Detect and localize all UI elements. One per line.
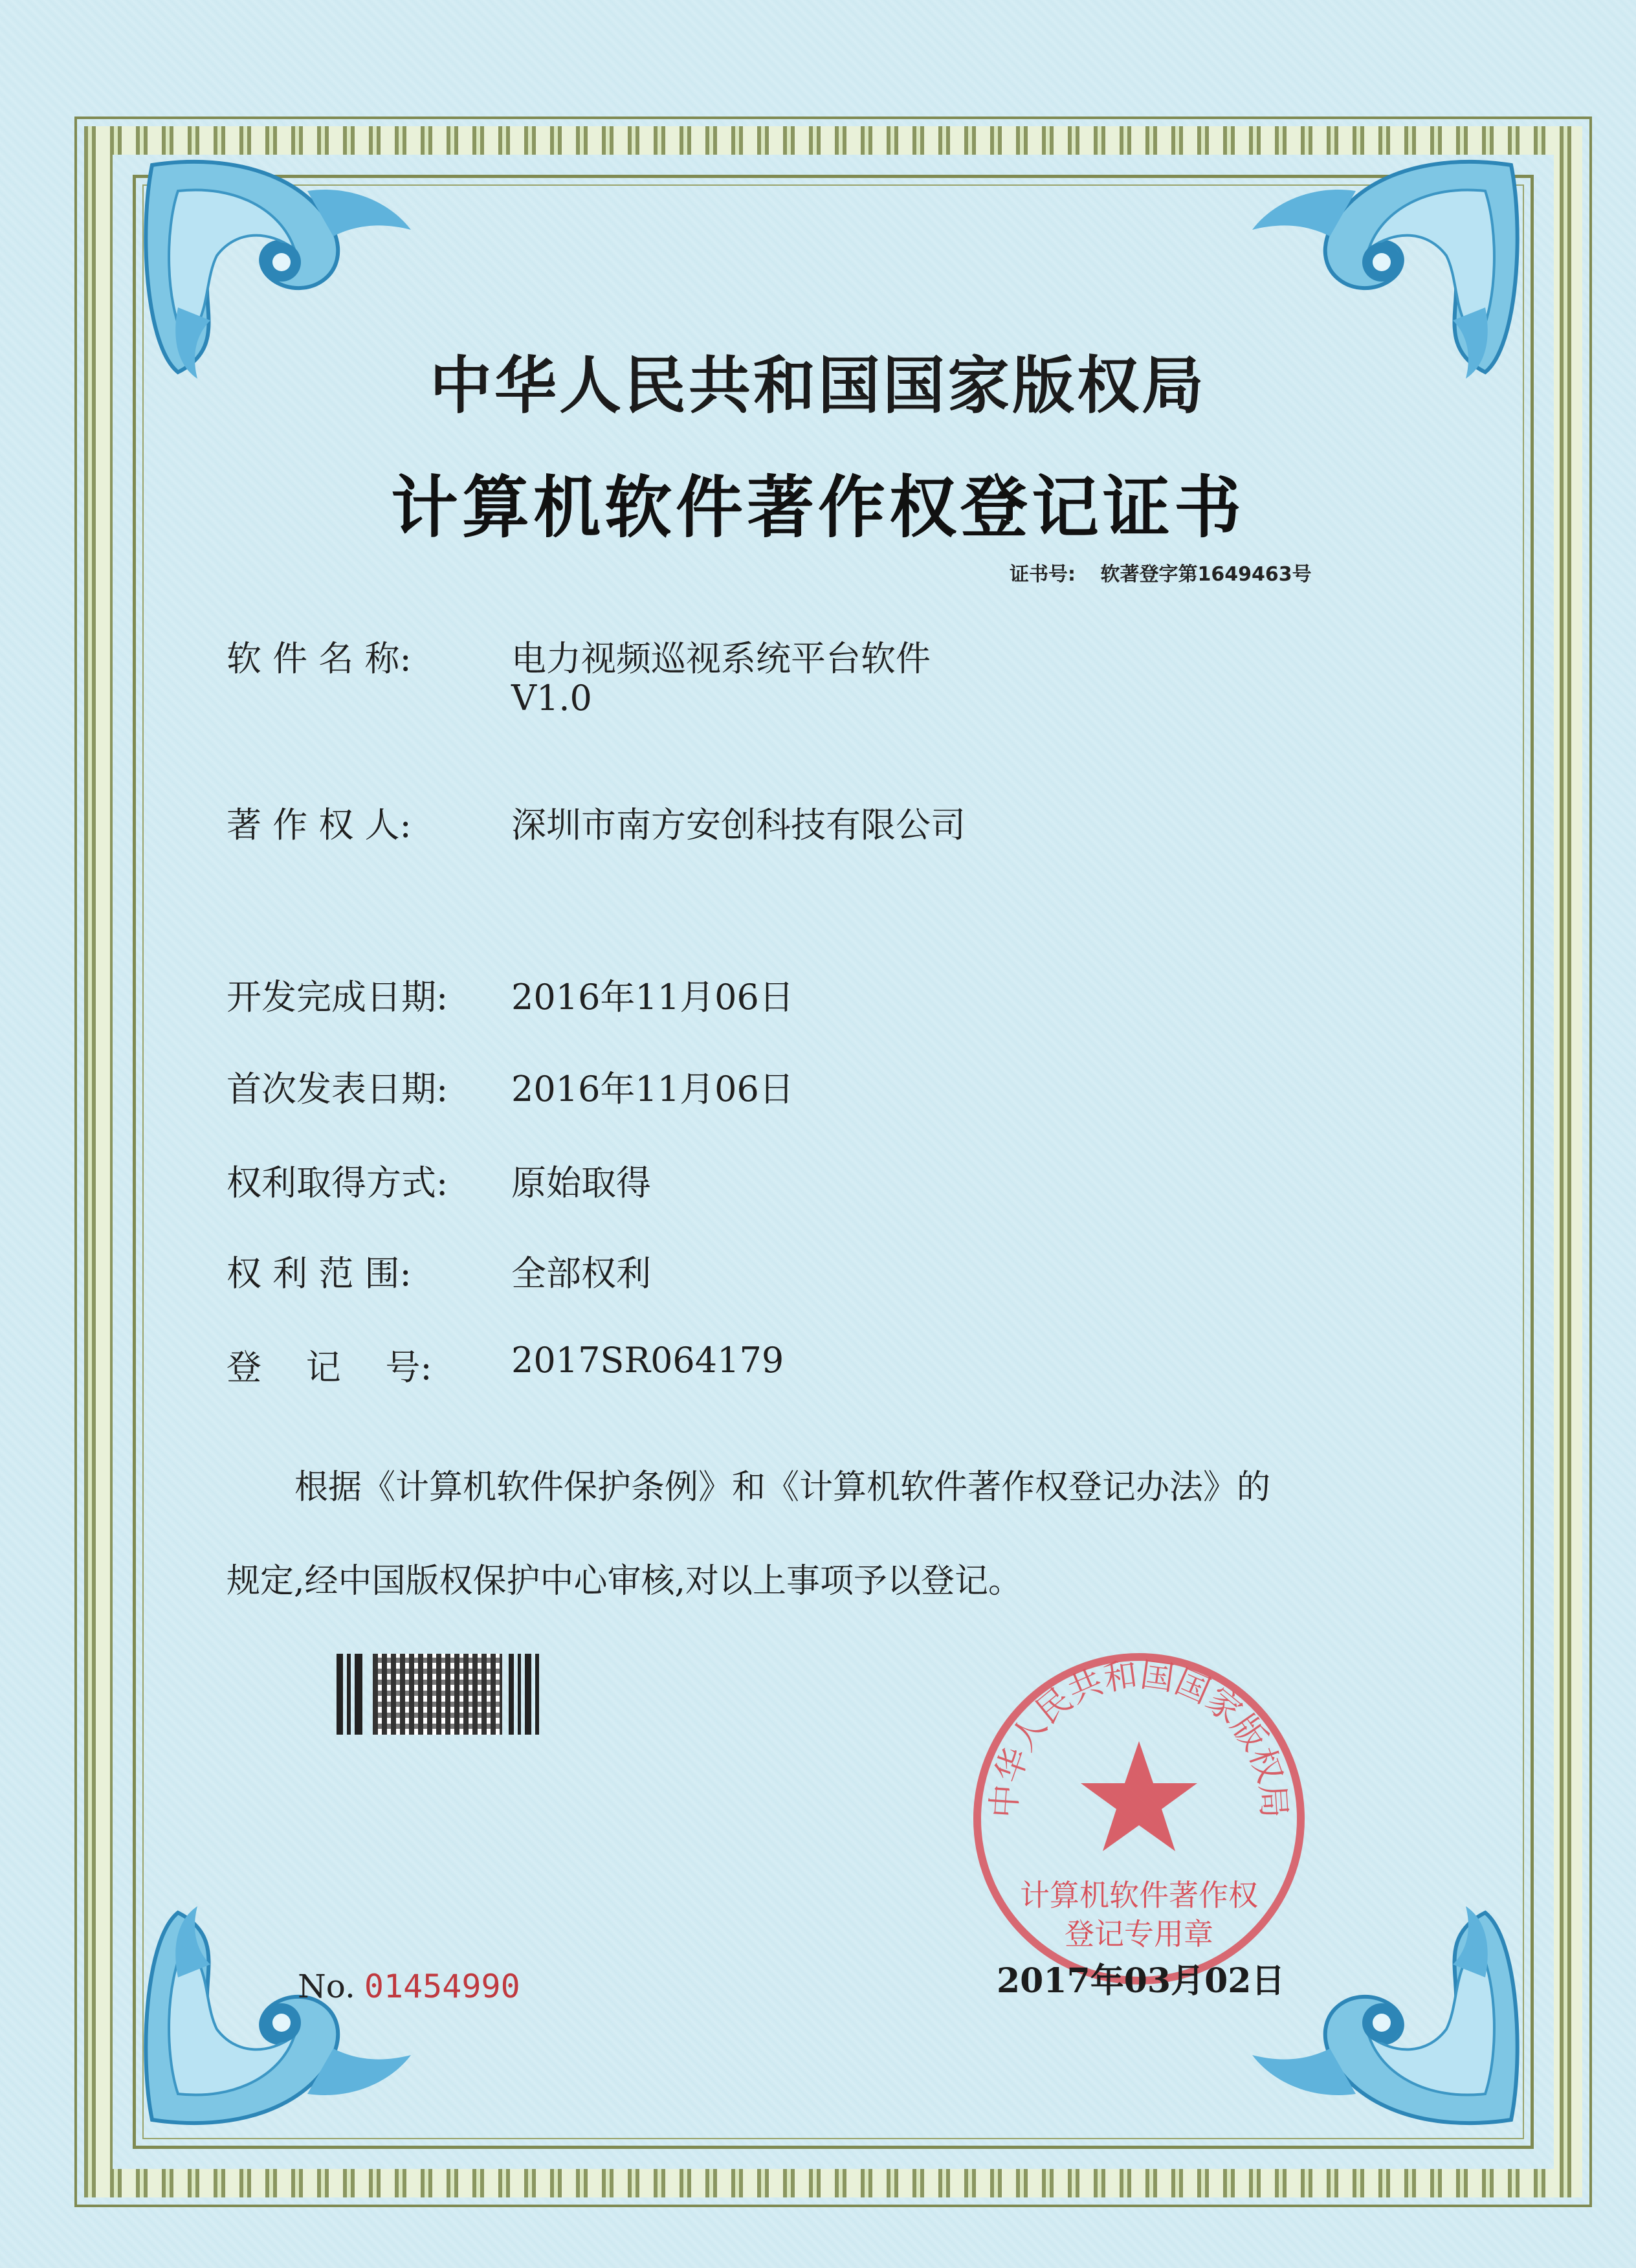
reg-no-value: 2017SR064179	[511, 1340, 784, 1381]
serial-number	[298, 1968, 520, 2005]
dev-date-label: 开发完成日期:	[227, 977, 448, 1017]
acquire-value: 原始取得	[511, 1162, 651, 1203]
seal-line-2: 登记专用章	[1065, 1917, 1213, 1951]
field-registration-number	[227, 1340, 784, 1390]
field-acquire-method	[227, 1155, 651, 1205]
certificate-title: 计算机软件著作权登记证书	[390, 468, 1245, 547]
seal-line-1: 计算机软件著作权	[1020, 1878, 1258, 1913]
field-publish-date	[227, 1062, 794, 1111]
acquire-label: 权利取得方式:	[227, 1162, 448, 1203]
publish-date-value: 2016年11月06日	[511, 1069, 794, 1109]
cert-no-label: 证书号:	[1010, 563, 1076, 586]
copyright-owner-label: 著 作 权 人:	[227, 805, 412, 845]
dev-date-value: 2016年11月06日	[511, 977, 794, 1017]
issuer-title: 中华人民共和国国家版权局	[430, 350, 1206, 422]
field-copyright-owner	[227, 797, 966, 847]
software-version: V1.0	[511, 678, 592, 718]
statement-line-1: 根据《计算机软件保护条例》和《计算机软件著作权登记办法》的	[294, 1468, 1271, 1507]
copyright-owner-value: 深圳市南方安创科技有限公司	[511, 805, 966, 845]
field-rights-scope	[227, 1246, 651, 1296]
serial-value: 01454990	[364, 1968, 520, 2005]
software-name-label: 软 件 名 称:	[227, 638, 412, 679]
two-d-code	[373, 1654, 502, 1735]
cert-no-value: 软著登字第1649463号	[1100, 563, 1312, 586]
seal-star-icon	[1081, 1741, 1197, 1851]
seal-arc-text: 中华人民共和国国家版权局	[984, 1655, 1294, 1819]
field-software-name	[227, 631, 931, 718]
field-dev-date	[227, 970, 794, 1019]
official-seal	[964, 1644, 1314, 1994]
corner-ornament-bottom-left	[139, 1900, 424, 2133]
software-name-value: 电力视频巡视系统平台软件	[511, 638, 931, 679]
serial-label: No.	[298, 1968, 355, 2005]
reg-no-label: 登 记 号:	[227, 1347, 432, 1388]
publish-date-label: 首次发表日期:	[227, 1069, 448, 1109]
scope-value: 全部权利	[511, 1253, 651, 1294]
issue-date: 2017年03月02日	[997, 1961, 1285, 2001]
statement-line-2: 规定,经中国版权保护中心审核,对以上事项予以登记。	[227, 1562, 1022, 1601]
barcode-image	[337, 1654, 560, 1735]
certificate-number	[1010, 558, 1312, 586]
scope-label: 权 利 范 围:	[227, 1253, 412, 1294]
